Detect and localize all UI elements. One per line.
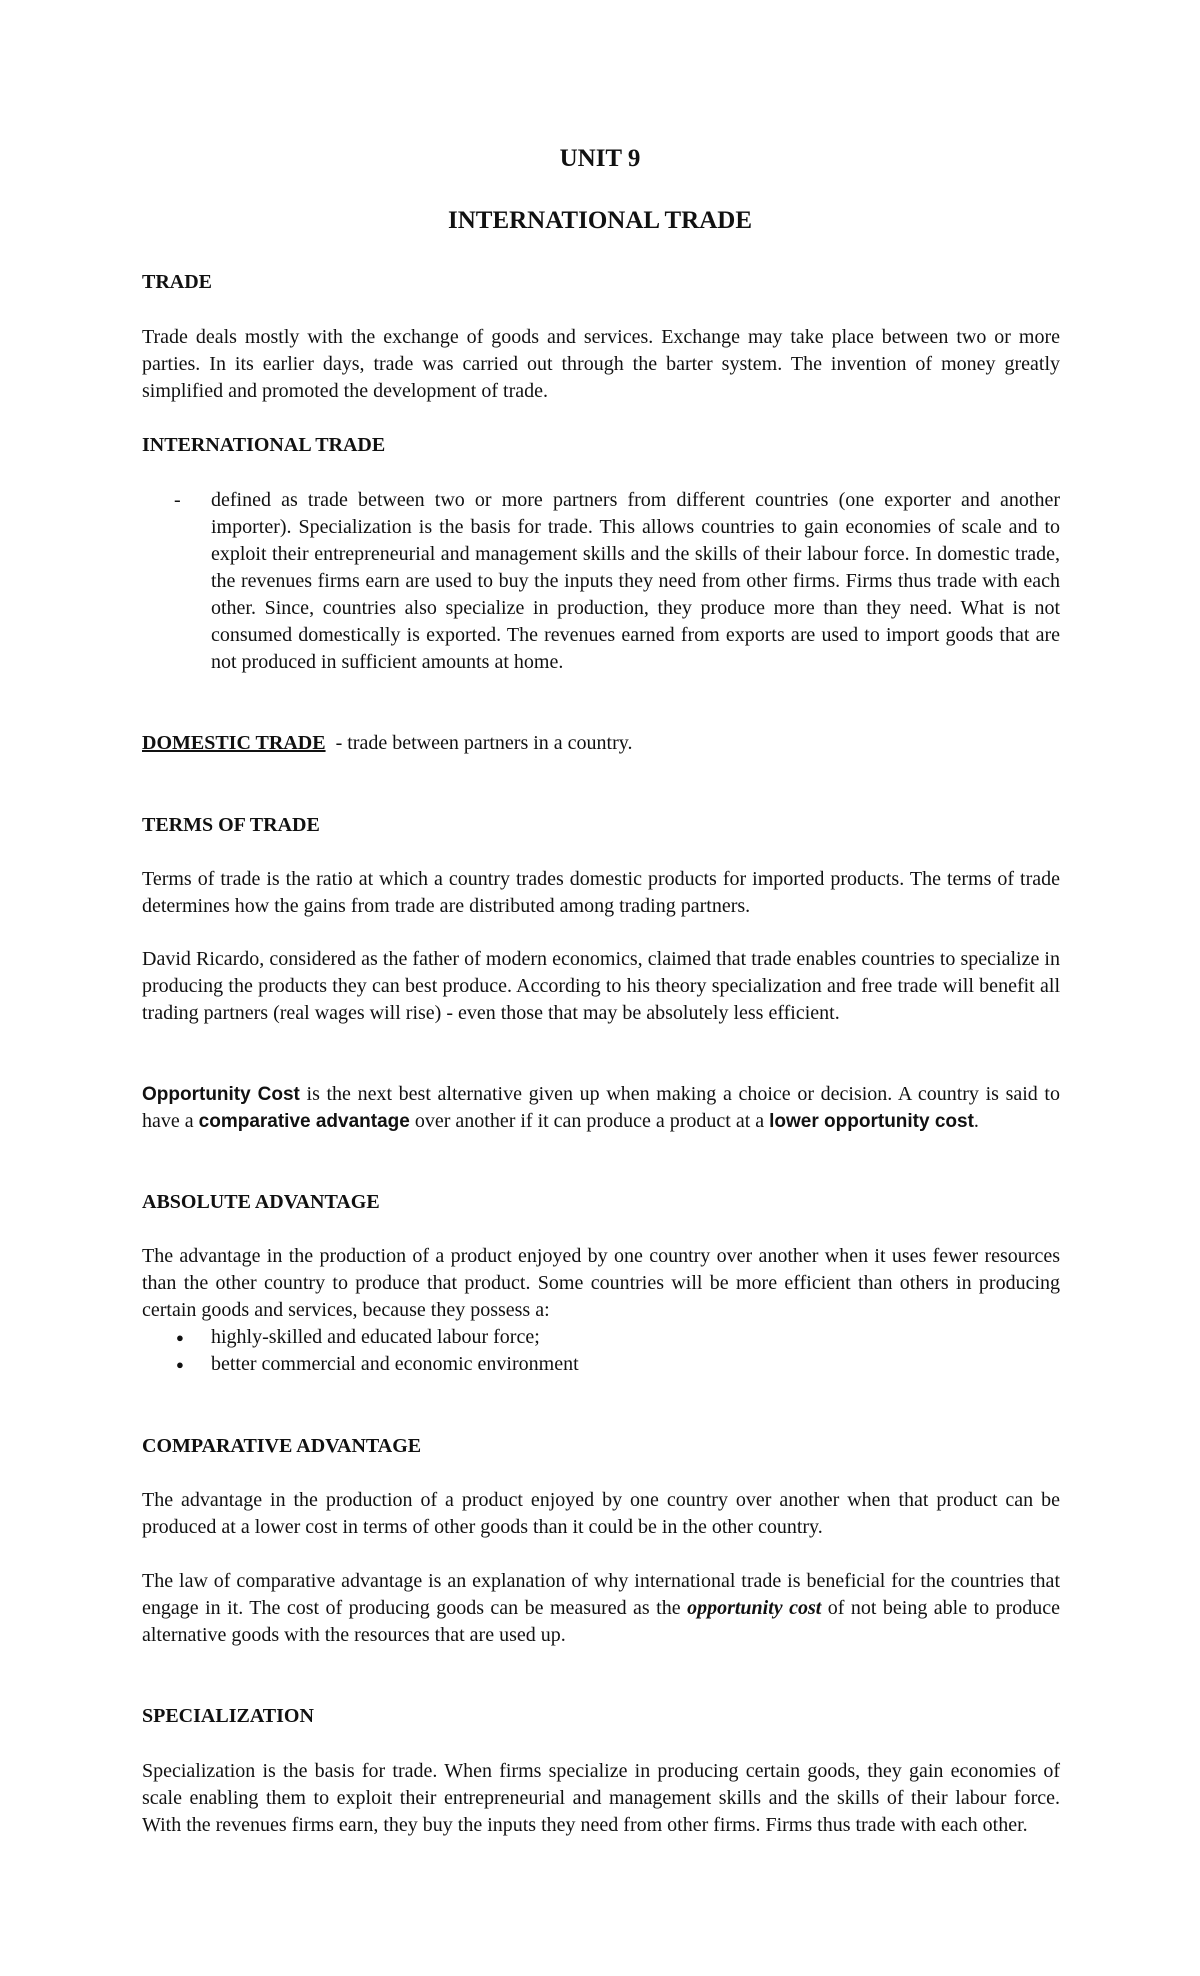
international-trade-heading: INTERNATIONAL TRADE	[142, 434, 386, 456]
absolute-bullet-2: better commercial and economic environment	[211, 1353, 579, 1375]
opportunity-cost-emphasis: opportunity cost	[687, 1597, 822, 1619]
terms-of-trade-heading: TERMS OF TRADE	[142, 814, 320, 836]
trade-heading: TRADE	[142, 271, 213, 293]
opportunity-text-3: .	[973, 1110, 979, 1132]
law-of-comparative-advantage-paragraph	[142, 1568, 1060, 1649]
opportunity-cost-paragraph	[142, 1081, 1060, 1135]
terms-of-trade-paragraph: Terms of trade is the ratio at which a country trades domestic products for imported products. The terms of trade determines how the gains from trade are distributed among trading partners.	[142, 868, 1060, 917]
absolute-advantage-heading: ABSOLUTE ADVANTAGE	[142, 1191, 380, 1213]
international-trade-paragraph: defined as trade between two or more partners from different countries (one exporter and another importer). Specialization is the basis for trade. This allows countries to gain economies of scale and to exploit their entrepreneurial and management skills and the skills of their labour force. In domestic trade, the revenues firms earn are used to buy the inputs they need from other firms. Firms thus trade with each other. Since, countries also specialize in production, they produce more than they need. What is not consumed domestically is exported. The revenues earned from exports are used to import goods that are not produced in sufficient amounts at home.	[211, 489, 1060, 673]
law-text-2: of not being able to produce alternative goods with the resources that are used up.	[142, 1597, 1060, 1646]
opportunity-text-2: over another if it can produce a product at a	[409, 1110, 770, 1132]
opportunity-cost-term: Opportunity Cost	[142, 1084, 300, 1105]
unit-subtitle: INTERNATIONAL TRADE	[447, 207, 752, 234]
specialization-heading: SPECIALIZATION	[142, 1705, 314, 1727]
absolute-advantage-paragraph: The advantage in the production of a product enjoyed by one country over another when it uses fewer resources than the other country to produce that product. Some countries will be more efficient than others in producing certain goods and services, because they possess a:	[142, 1245, 1060, 1321]
comparative-advantage-term: comparative advantage	[198, 1111, 410, 1132]
trade-paragraph: Trade deals mostly with the exchange of goods and services. Exchange may take place between two or more parties. In its earlier days, trade was carried out through the barter system. The invention of money greatly simplified and promoted the development of trade.	[142, 326, 1060, 402]
bullet-icon: ●	[176, 1357, 184, 1372]
ricardo-paragraph: David Ricardo, considered as the father of modern economics, claimed that trade enables countries to specialize in producing the products they can best produce. According to his theory specialization and free trade will benefit all trading partners (real wages will rise) - even those that may be absolutely less efficient.	[142, 948, 1060, 1024]
bullet-icon: ●	[176, 1330, 184, 1345]
comparative-advantage-heading: COMPARATIVE ADVANTAGE	[142, 1435, 422, 1457]
domestic-trade-term: DOMESTIC TRADE	[142, 732, 326, 754]
law-text-1: The law of comparative advantage is an explanation of why international trade is beneficial for the countries that engage in it. The cost of producing goods can be measured as the	[142, 1570, 1060, 1619]
absolute-bullet-1: highly-skilled and educated labour force;	[211, 1326, 540, 1348]
comparative-advantage-paragraph: The advantage in the production of a product enjoyed by one country over another when that product can be produced at a lower cost in terms of other goods than it could be in the other country.	[142, 1489, 1060, 1538]
dash-marker: -	[174, 489, 181, 511]
unit-title: UNIT 9	[559, 145, 641, 172]
opportunity-text-1: is the next best alternative given up when making a choice or decision. A country is said to have a	[142, 1083, 1060, 1132]
domestic-trade-line	[142, 730, 1060, 757]
lower-opportunity-cost-term: lower opportunity cost	[769, 1111, 974, 1132]
domestic-trade-definition: - trade between partners in a country.	[335, 732, 633, 754]
specialization-paragraph: Specialization is the basis for trade. When firms specialize in producing certain goods, they gain economies of scale enabling them to exploit their entrepreneurial and management skills and the skills of their labour force. With the revenues firms earn, they buy the inputs they need from other firms. Firms thus trade with each other.	[142, 1760, 1060, 1836]
